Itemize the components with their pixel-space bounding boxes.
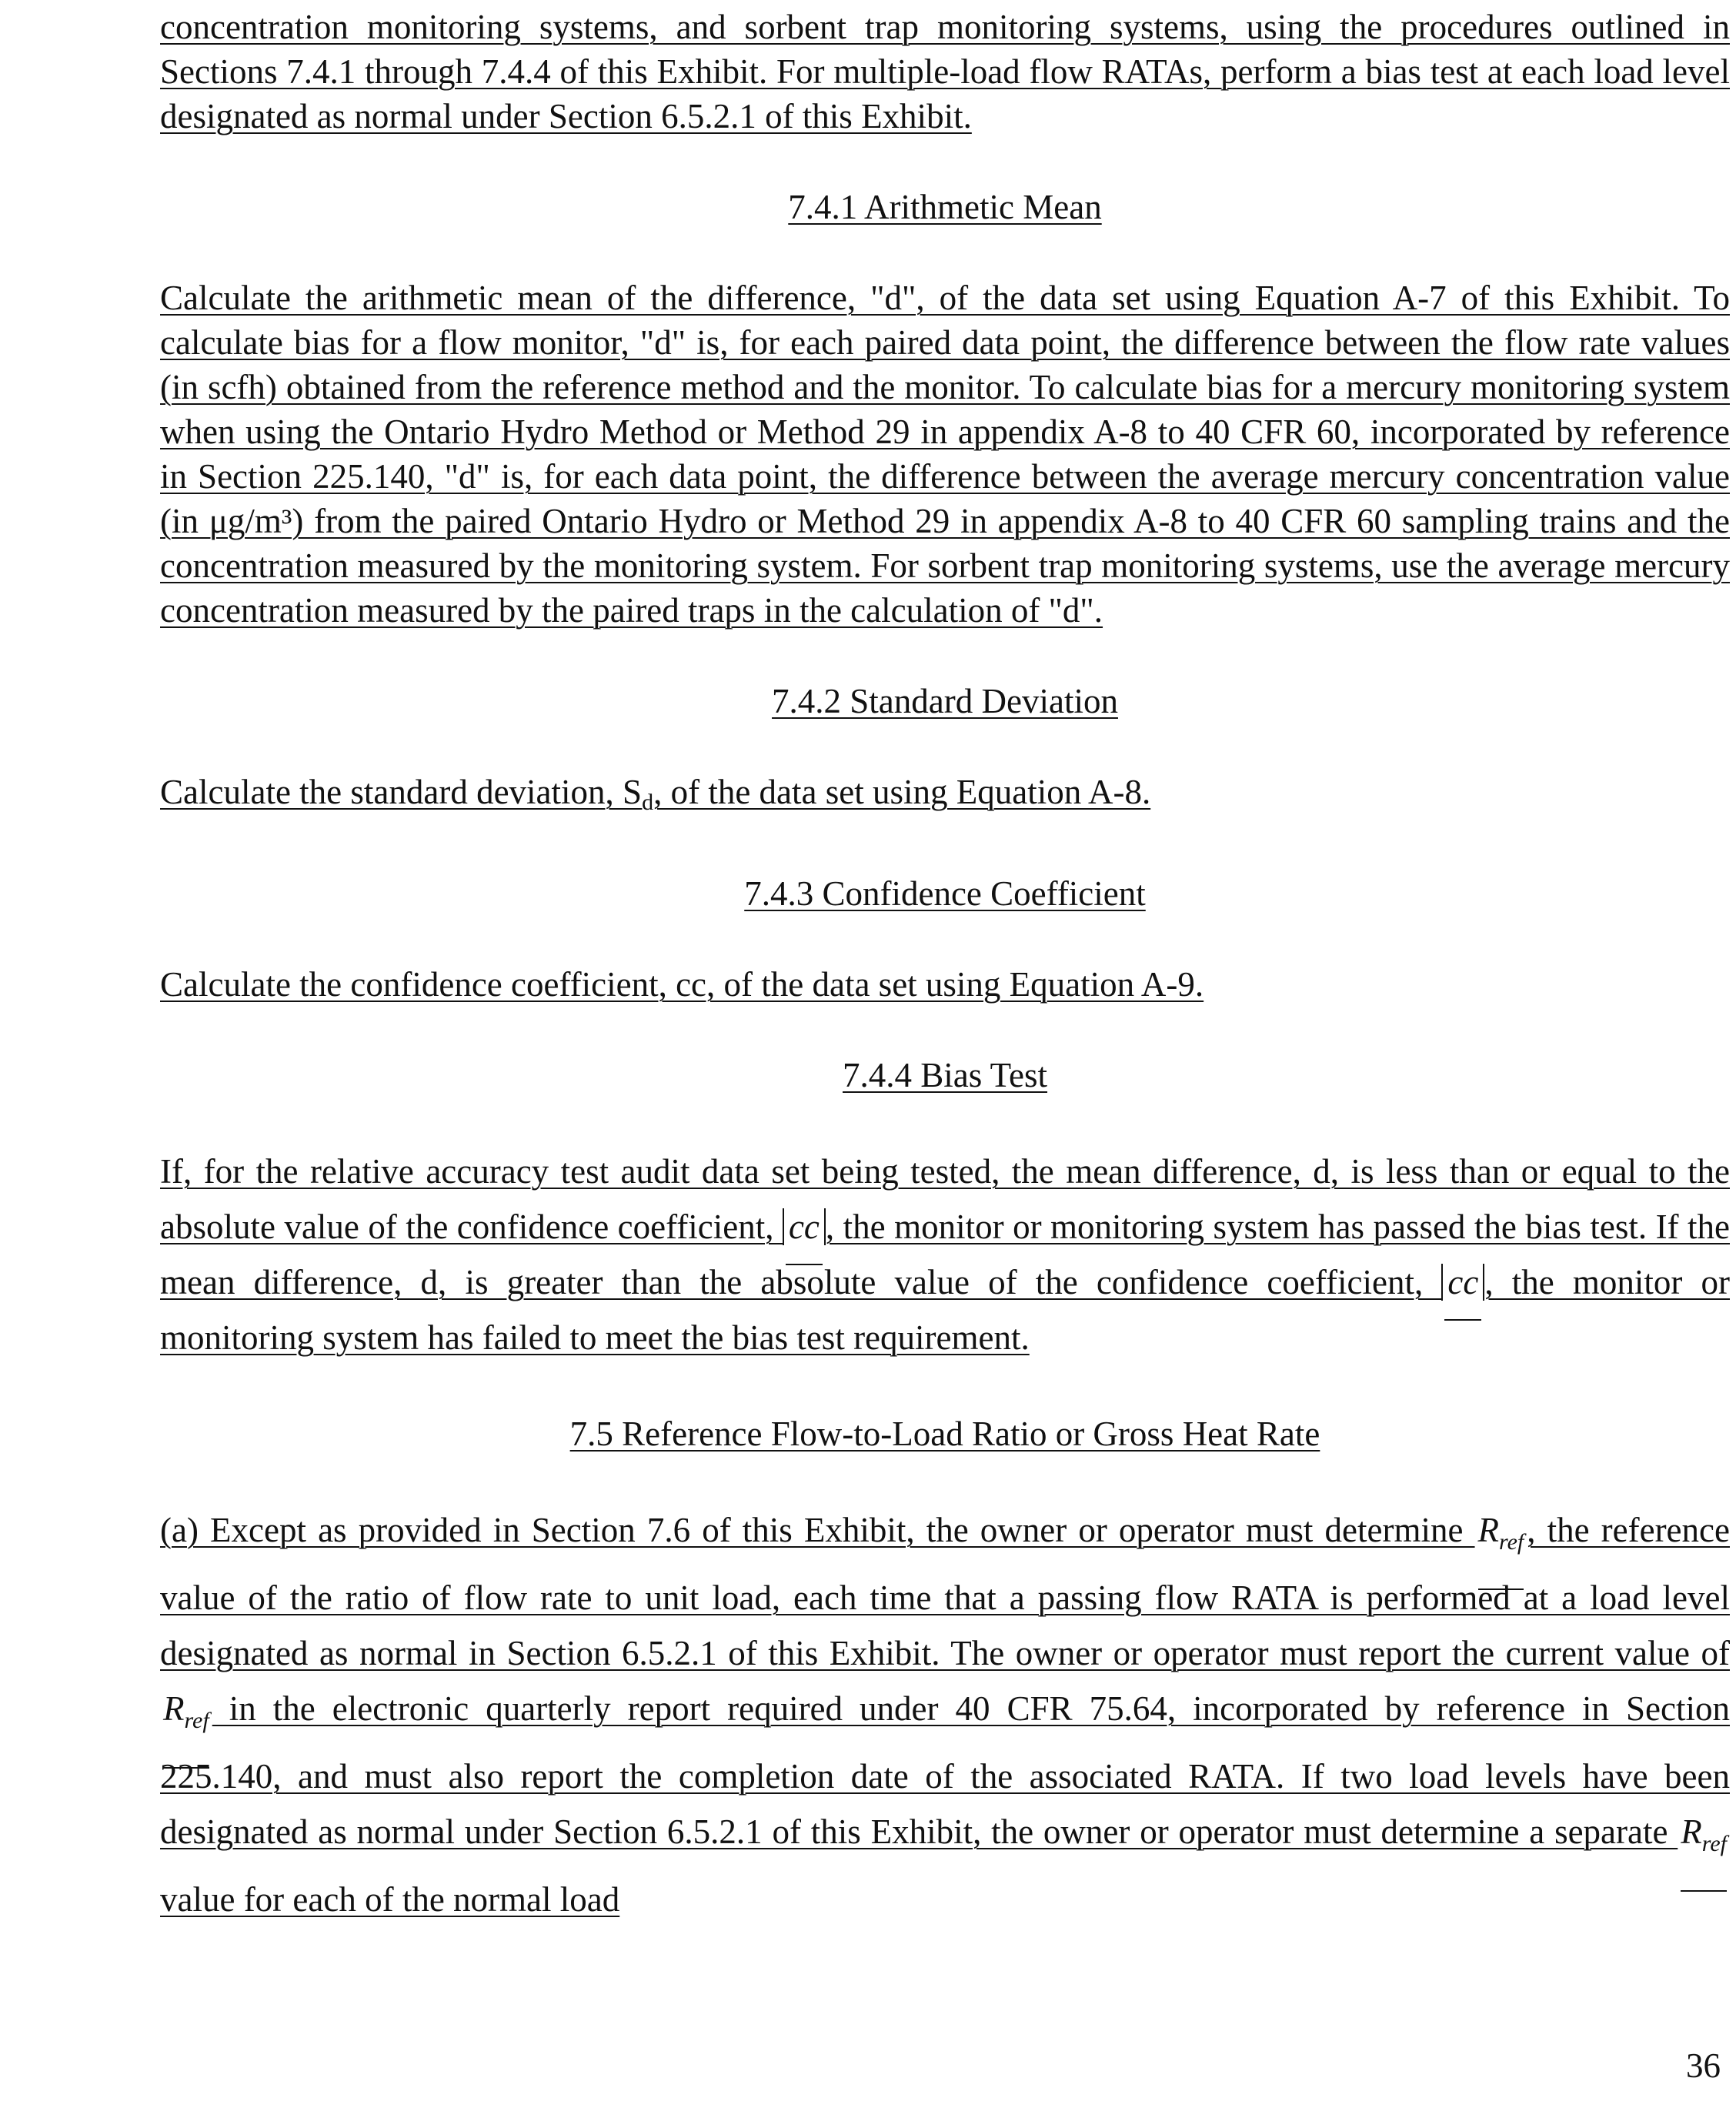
rref-symbol-2: $R_{ref}$ [160,1681,212,1749]
heading-7-5: 7.5 Reference Flow-to-Load Ratio or Gross Heat Rate [569,1415,1320,1453]
heading-7-4-2: 7.4.2 Standard Deviation [772,682,1118,720]
heading-7-4-1: 7.4.1 Arithmetic Mean [788,188,1102,226]
page-number: 36 [1686,2046,1721,2085]
std-dev-text-b: , of the data set using Equation A-8. [653,773,1151,811]
rref-text-a: (a) Except as provided in Section 7.6 of this Exhibit, the owner or operator must determine [160,1511,1475,1549]
rref-symbol-3: $R_{ref}$ [1678,1804,1730,1872]
paragraph-bias-intro: concentration monitoring systems, and sorbent trap monitoring systems, using the procedures outlined in Sections 7.4.1 through 7.4.4 of this Exhibit. For multiple-load flow RATAs, perform a bias test at each load level designated as normal under Section 6.5.2.1 of this Exhibit. [160,8,1730,135]
bias-text-a: If, for the relative accuracy test audit data set being tested, the mean difference, d, is less than or equal to the absolute value of the confidence coefficient, [160,1152,1730,1246]
heading-7-4-3: 7.4.3 Confidence Coefficient [744,874,1146,913]
paragraph-arithmetic-mean: Calculate the arithmetic mean of the difference, "d", of the data set using Equation A-7 of this Exhibit. To calculate bias for a flow monitor, "d" is, for each paired data point, the difference between the flow rate values (in scfh) obtained from the reference method and the monitor. To calculate bias for a mercury monitoring system when using the Ontario Hydro Method or Method 29 in appendix A-8 to 40 CFR 60, incorporated by reference in Section 225.140, "d" is, for each data point, the difference between the average mercury concentration value (in μg/m³) from the paired Ontario Hydro or Method 29 in appendix A-8 to 40 CFR 60 sampling trains and the concentration measured by the monitoring system. For sorbent trap monitoring systems, use the average mercury concentration measured by the paired traps in the calculation of "d". [160,279,1730,630]
rref-text-c: in the electronic quarterly report required under 40 CFR 75.64, incorporated by reference in Section 225.140, and must also report the completion date of the associated RATA. If two load levels have been designated as normal under Section 6.5.2.1 of this Exhibit, the owner or operator must determine a separate [160,1689,1730,1851]
abs-cc-symbol-2: cc [1441,1264,1484,1301]
bias-text-b: , the monitor or monitoring system has passed the bias test. If the mean difference, d, is greater than the absolute value of the confidence coefficient, [160,1208,1730,1301]
paragraph-bias-test [160,1144,1730,1365]
paragraph-confidence-coefficient: Calculate the confidence coefficient, cc, of the data set using Equation A-9. [160,965,1204,1004]
rref-text-b: , the reference value of the ratio of flow rate to unit load, each time that a passing flow RATA is performed at a load level designated as normal in Section 6.5.2.1 of this Exhibit. The owner or operator must report the current value of [160,1511,1730,1672]
abs-cc-symbol: cc [783,1208,826,1245]
paragraph-reference-ratio [160,1502,1730,1927]
rref-symbol: $R_{ref}$ [1475,1502,1527,1570]
std-dev-text-a: Calculate the standard deviation, S [160,773,643,811]
document-page [160,5,1730,1927]
paragraph-standard-deviation [160,770,1730,825]
heading-7-4-4: 7.4.4 Bias Test [842,1056,1048,1094]
bias-text-c: , the monitor or monitoring system has failed to meet the bias test requirement. [160,1263,1730,1357]
rref-text-d: value for each of the normal load [160,1880,620,1919]
std-dev-subscript: d [642,790,654,815]
